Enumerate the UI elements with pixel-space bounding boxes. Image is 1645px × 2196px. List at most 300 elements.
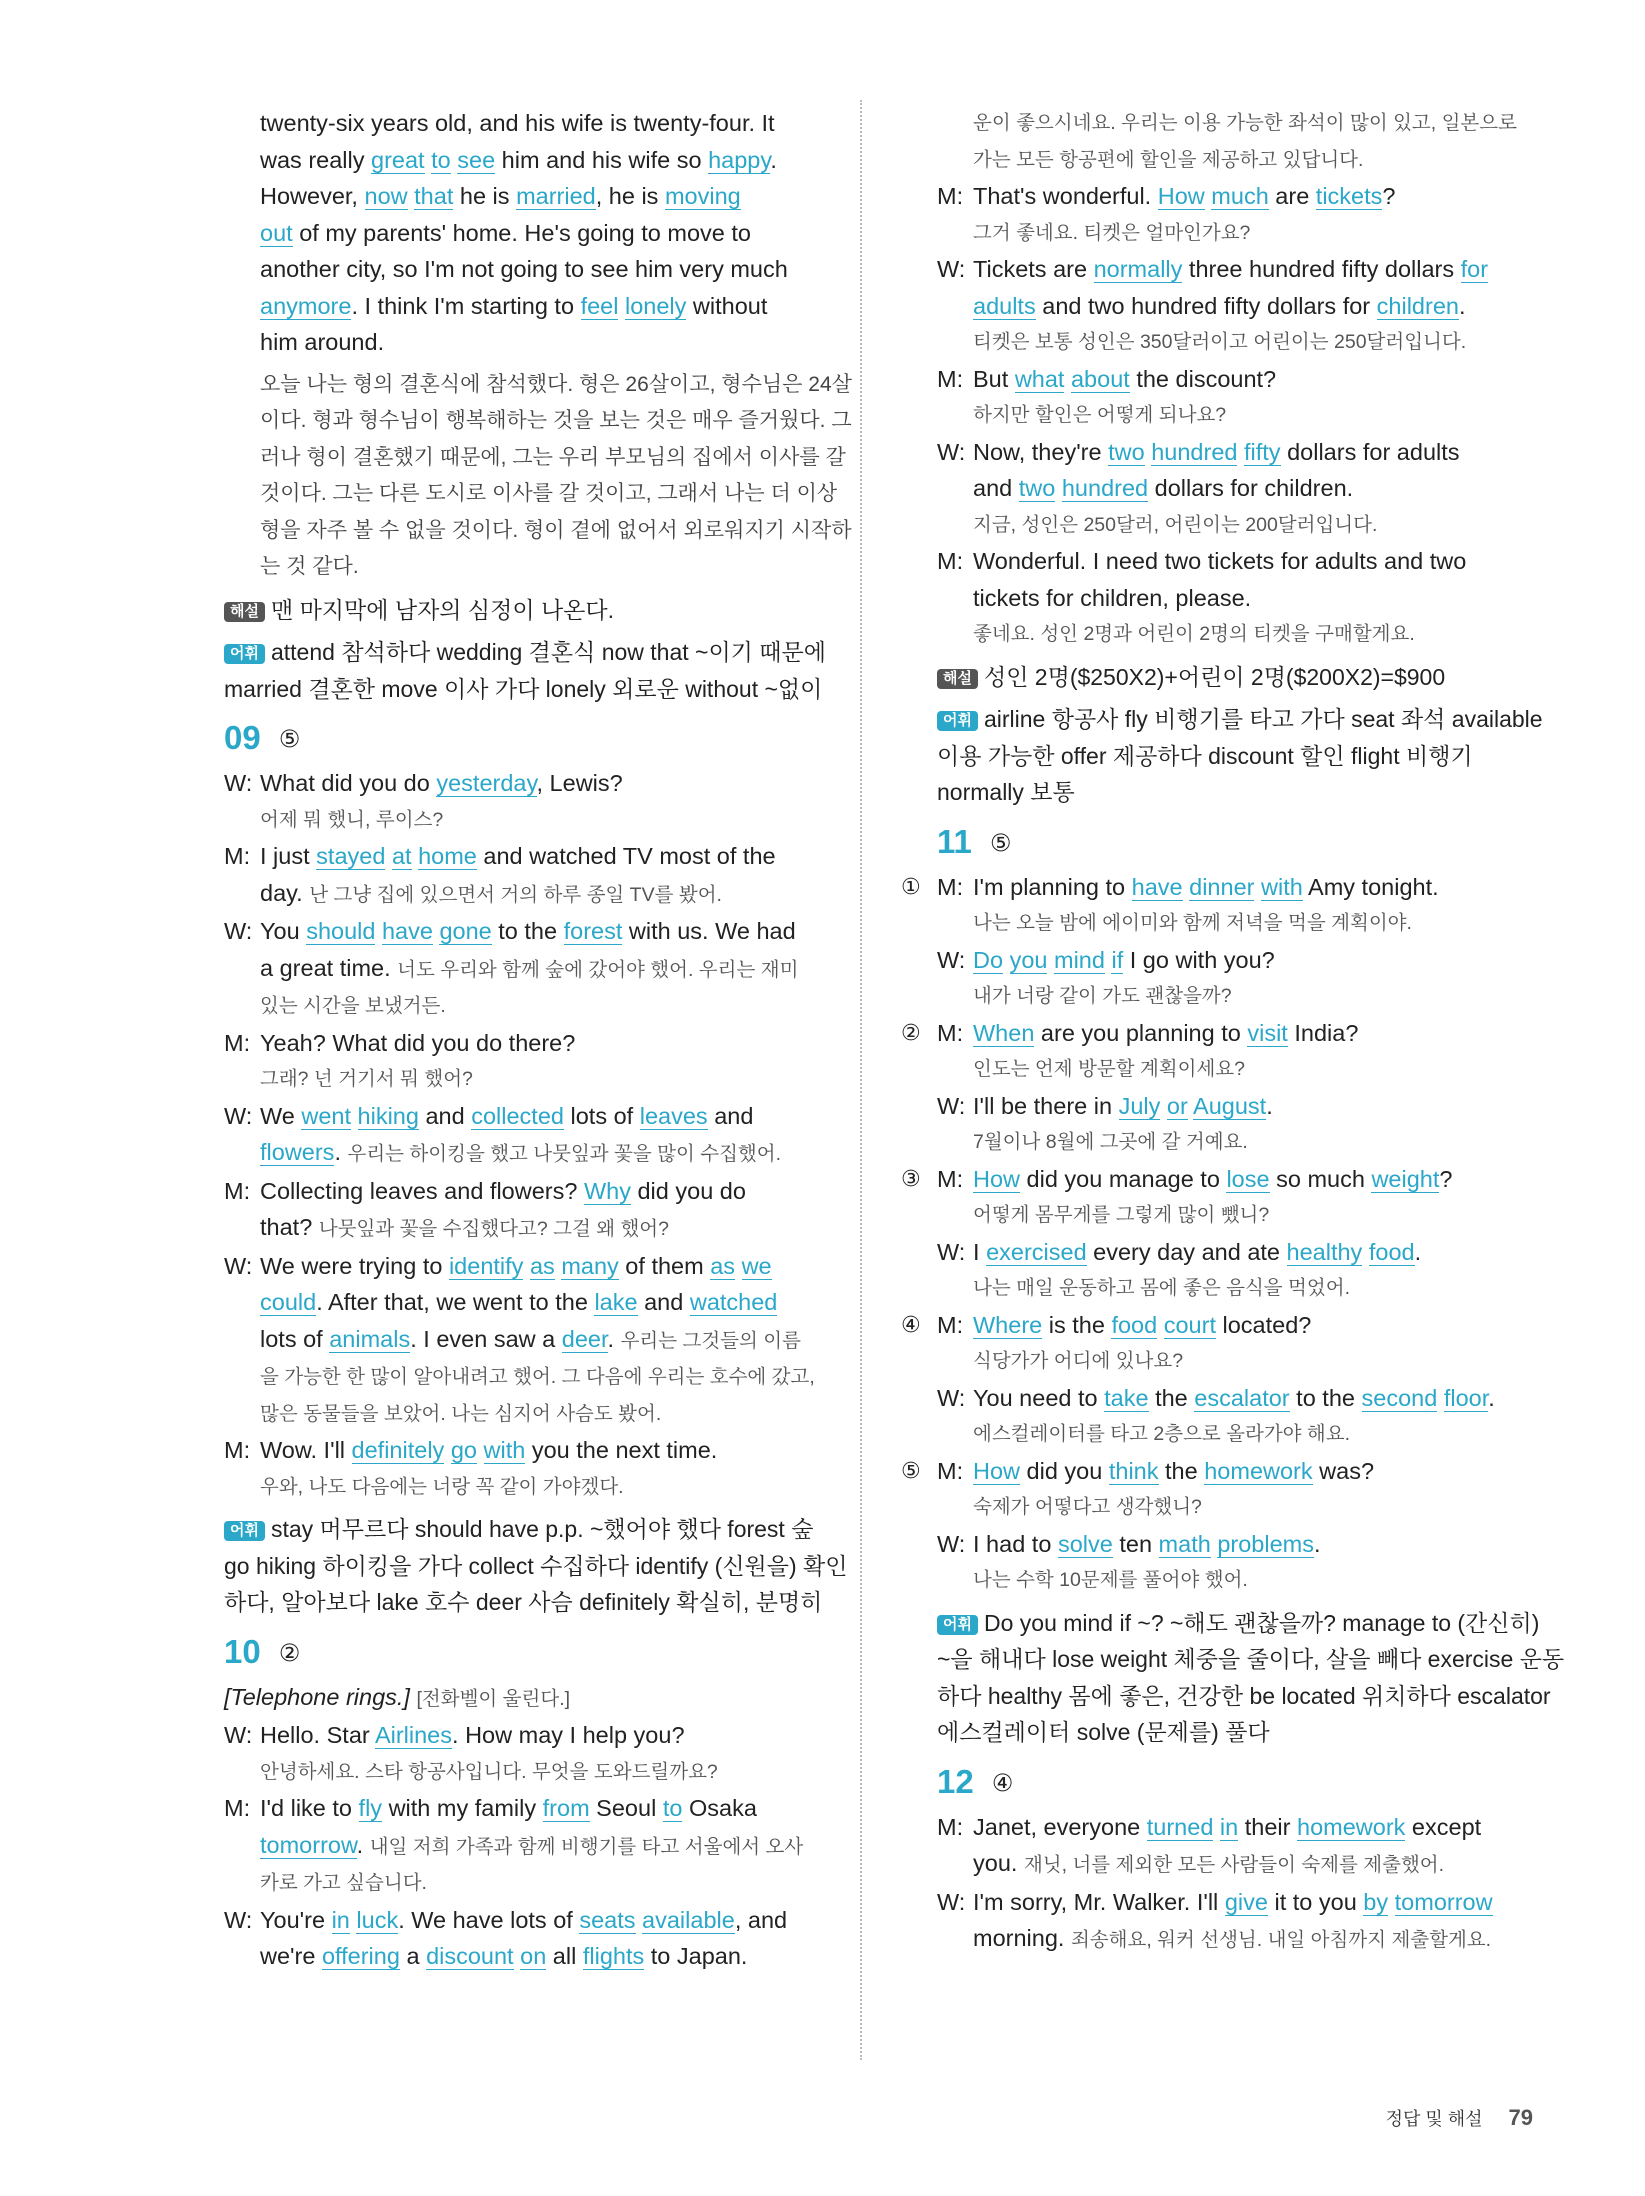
text-span <box>1055 475 1062 501</box>
translation-text: 내일 저희 가족과 함께 비행기를 타고 서울에서 오사 <box>369 1835 804 1858</box>
text-span <box>1388 1889 1395 1915</box>
text-span <box>375 918 382 944</box>
text-line <box>224 367 852 404</box>
blank-answer: home <box>418 843 477 869</box>
text-line <box>224 1584 844 1621</box>
text-span: India? <box>1287 1019 1359 1046</box>
text-span: 그거 좋네요. 티켓은 얼마인가요? <box>973 221 1251 244</box>
text-line <box>937 251 1537 288</box>
text-span: dollars for adults <box>1280 438 1460 465</box>
text-span: are <box>1268 183 1316 209</box>
note-line <box>937 1605 1540 1642</box>
text-line <box>224 1938 844 1975</box>
text-span: attend 참석하다 wedding 결혼식 now that ~이기 때문에 <box>270 639 826 665</box>
blank-answer: court <box>1163 1311 1216 1338</box>
blank-answer: fly <box>358 1795 383 1821</box>
text-span: 성인 2명($250X2)+어린이 2명($200X2)=$900 <box>983 663 1446 690</box>
blank-answer: about <box>1070 365 1130 392</box>
text-span: 는 것 같다. <box>260 555 359 578</box>
text-span: . <box>1313 1530 1321 1557</box>
text-line <box>224 440 844 477</box>
text-span: Amy tonight. <box>1302 873 1439 900</box>
question-header <box>224 713 844 765</box>
text-span: Janet, everyone <box>973 1813 1147 1840</box>
blank-answer: flowers <box>260 1139 335 1165</box>
text-span: You're <box>260 1906 332 1933</box>
text-line <box>937 288 1537 325</box>
text-span: You need to <box>973 1384 1105 1411</box>
text-span: airline 항공사 fly 비행기를 타고 가다 seat 좌석 available <box>983 706 1543 732</box>
text-line <box>937 1343 1537 1380</box>
text-span: that? <box>260 1214 319 1240</box>
text-span: . After that, we went to the <box>316 1289 595 1315</box>
translation-text: 난 그냥 집에 있으면서 거의 하루 종일 TV를 봤어. <box>309 883 722 906</box>
text-line <box>224 1717 844 1754</box>
text-span: ? <box>1439 1165 1453 1192</box>
text-line <box>937 1641 1565 1678</box>
text-span: with us. We had <box>622 918 796 944</box>
blank-answer: weight <box>1371 1165 1440 1192</box>
text-span: is the <box>1042 1311 1112 1338</box>
text-span: and <box>418 1102 472 1129</box>
question-number: 09 <box>224 719 261 756</box>
text-line <box>937 1051 1537 1088</box>
text-span <box>1003 947 1010 973</box>
note-tag: 해설 <box>224 602 265 622</box>
text-span: . <box>1488 1384 1495 1411</box>
blank-answer: available <box>642 1906 735 1933</box>
blank-answer: gone <box>439 918 492 944</box>
text-line <box>937 1088 1537 1125</box>
blank-answer: Do <box>973 946 1004 973</box>
text-span: . I think I'm starting to <box>351 292 581 319</box>
text-span: are you planning to <box>1034 1019 1248 1046</box>
text-span: I just <box>260 843 317 869</box>
blank-answer: as <box>529 1252 555 1279</box>
text-span: I'll be there in <box>973 1092 1119 1119</box>
blank-answer: in <box>331 1906 350 1933</box>
text-span: all <box>546 1943 583 1969</box>
text-span: . <box>1458 292 1466 319</box>
text-line <box>224 1865 844 1902</box>
speaker-label: W: <box>937 256 966 282</box>
text-line <box>224 288 844 325</box>
text-span: 좋네요. 성인 2명과 어린이 2명의 티켓을 구매할게요. <box>973 623 1415 645</box>
blank-answer: When <box>973 1019 1035 1046</box>
blank-answer: Where <box>973 1311 1043 1338</box>
text-line <box>937 142 1537 179</box>
text-line <box>937 105 1537 142</box>
blank-answer: second <box>1361 1384 1438 1411</box>
text-line <box>224 324 844 361</box>
text-line <box>937 543 1537 580</box>
text-span: to the <box>1289 1384 1362 1411</box>
text-span: 형을 자주 볼 수 없을 것이다. 형이 곁에 없어서 외로워지기 시작하 <box>260 518 852 542</box>
text-line <box>937 507 1537 544</box>
text-span: so much <box>1269 1165 1372 1192</box>
blank-answer: lonely <box>624 292 687 319</box>
text-span: twenty-six years old, and his wife is twenty-four. It <box>260 110 775 136</box>
text-span: lots of <box>563 1102 640 1129</box>
text-span: I'm planning to <box>973 873 1132 900</box>
note-tag: 어휘 <box>937 711 978 731</box>
blank-answer: in <box>1219 1813 1239 1840</box>
blank-answer: homework <box>1297 1813 1406 1840</box>
text-span: . How may I help you? <box>452 1722 685 1748</box>
blank-answer: now <box>364 183 408 209</box>
text-span: ten <box>1112 1530 1159 1557</box>
blank-answer: for <box>1460 256 1489 282</box>
text-line <box>937 616 1537 653</box>
text-span: 내가 너랑 같이 가도 괜찮을까? <box>973 985 1232 1007</box>
text-span <box>618 293 625 319</box>
blank-answer: that <box>414 183 454 209</box>
text-span: morning. <box>973 1925 1071 1951</box>
text-span: . We have lots of <box>398 1906 580 1933</box>
text-line <box>937 1197 1537 1234</box>
text-span: did you <box>1020 1457 1109 1484</box>
note-tag: 어휘 <box>937 1615 978 1635</box>
blank-answer: married <box>516 183 596 209</box>
speaker-label: W: <box>224 1722 253 1748</box>
blank-answer: at <box>391 843 412 869</box>
blank-answer: from <box>542 1795 590 1821</box>
text-line <box>224 802 844 839</box>
blank-answer: to <box>662 1795 683 1821</box>
text-line <box>224 1432 844 1469</box>
option-number: ④ <box>901 1311 921 1337</box>
text-line <box>224 142 844 179</box>
note-line <box>224 1511 844 1548</box>
text-line <box>224 549 844 586</box>
text-span: lots of <box>260 1325 330 1352</box>
option-number: ⑤ <box>901 1457 921 1483</box>
text-span: . <box>1414 1238 1422 1265</box>
text-line <box>937 942 1537 979</box>
text-line <box>224 1134 844 1173</box>
blank-answer: discount <box>426 1943 514 1969</box>
text-line <box>224 178 844 215</box>
text-span: and <box>973 475 1019 501</box>
text-span: except <box>1405 1813 1482 1840</box>
text-line <box>224 1790 844 1827</box>
answer-mark: ⑤ <box>989 829 1012 857</box>
text-span: you. <box>973 1850 1024 1876</box>
blank-answer: math <box>1158 1530 1211 1557</box>
text-span: [Telephone rings.] <box>224 1683 410 1710</box>
text-line <box>937 1489 1537 1526</box>
text-line <box>224 1359 844 1396</box>
text-span: another city, so I'm not going to see him very much <box>260 256 788 282</box>
text-line <box>937 580 1537 617</box>
blank-answer: Why <box>583 1177 631 1204</box>
text-line <box>224 1025 844 1062</box>
text-span: 어떻게 몸무게를 그렇게 많이 뺐니? <box>973 1204 1270 1226</box>
text-span: of them <box>618 1252 711 1279</box>
text-span: married 결혼한 move 이사 가다 lonely 외로운 without ~없이 <box>224 675 823 702</box>
speaker-label: M: <box>224 843 251 869</box>
speaker-label: M: <box>937 183 964 209</box>
text-span <box>523 1253 530 1279</box>
speaker-label: M: <box>937 1813 964 1840</box>
speaker-label: M: <box>937 548 964 574</box>
blank-answer: mind <box>1054 946 1105 973</box>
speaker-label: M: <box>224 1437 251 1463</box>
text-span: 에스컬레이터 solve (문제를) 풀다 <box>937 1719 1270 1745</box>
text-span: three hundred fifty dollars <box>1182 256 1461 282</box>
text-span: . <box>356 1831 370 1858</box>
blank-answer: identify <box>448 1252 524 1279</box>
text-span: dollars for children. <box>1148 475 1354 501</box>
blank-answer: forest <box>563 918 623 944</box>
text-line <box>937 1884 1537 1921</box>
text-line <box>937 215 1537 252</box>
text-span: normally 보통 <box>937 779 1075 805</box>
text-span: 이다. 형과 형수님이 행복해하는 것을 보는 것은 매우 즐거웠다. 그 <box>260 409 852 432</box>
text-span: . <box>334 1139 348 1165</box>
text-line <box>937 1270 1537 1307</box>
blank-answer: on <box>520 1943 547 1969</box>
text-span: That's wonderful. <box>973 183 1158 209</box>
blank-answer: go <box>450 1437 477 1463</box>
blank-answer: should <box>306 918 376 944</box>
text-line <box>937 738 1537 775</box>
text-span: Yeah? What did you do there? <box>260 1029 576 1056</box>
text-span: and <box>637 1289 690 1315</box>
blank-answer: give <box>1224 1888 1268 1915</box>
translation-text: 죄송해요, 워커 선생님. 내일 아침까지 제출할게요. <box>1070 1929 1492 1951</box>
text-span: 나는 매일 운동하고 몸에 좋은 음식을 먹었어. <box>973 1277 1350 1299</box>
text-line <box>224 251 844 288</box>
speaker-label: W: <box>937 946 966 973</box>
column-divider <box>860 100 862 2060</box>
blank-answer: moving <box>664 183 741 209</box>
speaker-label: M: <box>937 365 964 392</box>
translation-text: 나뭇잎과 꽃을 수집했다고? 그걸 왜 했어? <box>318 1218 669 1240</box>
text-line <box>937 1714 1537 1751</box>
speaker-label: W: <box>937 438 966 465</box>
translation-text: 우리는 그것들의 이름 <box>620 1329 801 1352</box>
blank-answer: turned <box>1146 1813 1214 1840</box>
right-column <box>901 105 1565 1959</box>
text-span: Now, they're <box>973 438 1109 465</box>
blank-answer: hiking <box>357 1102 419 1129</box>
answer-mark: ⑤ <box>278 726 301 753</box>
text-span <box>1160 1093 1167 1119</box>
text-span: you the next time. <box>525 1437 718 1463</box>
text-line <box>937 1809 1537 1846</box>
translation-text: 재닛, 너를 제외한 모든 사람들이 숙제를 제출했어. <box>1023 1854 1445 1876</box>
speaker-label: M: <box>224 1795 251 1821</box>
text-span <box>351 1103 358 1129</box>
blank-answer: healthy <box>1286 1238 1363 1265</box>
blank-answer: went <box>301 1102 351 1129</box>
text-line <box>937 361 1537 398</box>
speaker-label: W: <box>224 770 253 796</box>
text-span: and two hundred fifty dollars for <box>1035 292 1377 319</box>
text-span: Collecting leaves and flowers? <box>260 1177 584 1204</box>
speaker-label: W: <box>937 1238 966 1265</box>
blank-answer: to <box>431 146 451 173</box>
note-line <box>937 701 1543 738</box>
text-span: ? <box>1382 183 1396 209</box>
text-span: We <box>260 1102 302 1129</box>
text-span: 어제 뭐 했니, 루이스? <box>260 808 444 831</box>
speaker-label: W: <box>224 1252 253 1279</box>
text-line <box>224 1754 844 1791</box>
blank-answer: two <box>1018 475 1056 501</box>
text-line <box>937 1526 1537 1563</box>
blank-answer: or <box>1166 1092 1188 1119</box>
blank-answer: collected <box>471 1102 564 1129</box>
blank-answer: lake <box>594 1289 638 1315</box>
text-line <box>224 1284 844 1321</box>
text-span: 우와, 나도 다음에는 너랑 꼭 같이 가야겠다. <box>260 1475 624 1498</box>
text-span: stay 머무르다 should have p.p. ~했어야 했다 forest 숲 <box>270 1516 814 1542</box>
text-span <box>385 843 392 869</box>
text-line <box>224 1827 844 1866</box>
blank-answer: two <box>1108 438 1145 465</box>
text-span: 가는 모든 항공편에 할인을 제공하고 있답니다. <box>973 148 1364 171</box>
text-line <box>224 1548 848 1585</box>
text-span: 숙제가 어떻다고 생각했니? <box>973 1496 1202 1518</box>
text-span: the <box>1158 1457 1205 1484</box>
blank-answer: if <box>1111 946 1124 973</box>
text-span: their <box>1238 1813 1297 1840</box>
blank-answer: out <box>260 219 293 246</box>
note-line <box>224 592 844 629</box>
text-line <box>937 397 1537 434</box>
text-span: 식당가가 어디에 있나요? <box>973 1350 1184 1372</box>
text-span: What did you do <box>260 770 437 796</box>
note-tag: 해설 <box>937 669 978 689</box>
text-span: day. <box>260 879 310 906</box>
blank-answer: many <box>561 1252 619 1279</box>
blank-answer: Airlines <box>374 1722 453 1748</box>
text-span: was? <box>1312 1457 1375 1484</box>
text-line <box>901 869 1537 906</box>
blank-answer: July <box>1118 1092 1161 1119</box>
text-line <box>224 1321 844 1360</box>
text-span: But <box>973 365 1015 392</box>
text-span: 하다 healthy 몸에 좋은, 건강한 be located 위치하다 escalator <box>937 1682 1551 1709</box>
text-line <box>224 1209 844 1248</box>
text-span: and <box>707 1102 754 1129</box>
blank-answer: homework <box>1204 1457 1313 1484</box>
text-span: Tickets are <box>973 256 1094 282</box>
blank-answer: have <box>381 918 433 944</box>
text-line <box>224 1061 844 1098</box>
text-span: he is <box>453 183 517 209</box>
blank-answer: food <box>1368 1238 1415 1265</box>
text-line <box>224 476 844 513</box>
speaker-label: M: <box>224 1029 251 1056</box>
text-line <box>937 1124 1537 1161</box>
text-span: it to you <box>1267 1888 1364 1915</box>
text-span: However, <box>260 183 365 209</box>
text-span: . <box>770 146 777 173</box>
speaker-label: W: <box>224 1102 253 1129</box>
text-line <box>937 178 1537 215</box>
speaker-label: W: <box>937 1384 966 1411</box>
text-span <box>1437 1385 1444 1411</box>
text-span <box>1064 366 1071 392</box>
blank-answer: much <box>1211 183 1269 209</box>
text-span: a <box>399 1943 427 1969</box>
blank-answer: seats <box>579 1906 636 1933</box>
text-span: without <box>686 292 768 319</box>
text-span: 에스컬레이터를 타고 2층으로 올라가야 해요. <box>973 1423 1350 1445</box>
text-span: Seoul <box>589 1795 663 1821</box>
blank-answer: happy <box>708 146 771 173</box>
blank-answer: what <box>1014 365 1065 392</box>
blank-answer: stayed <box>316 843 386 869</box>
blank-answer: with <box>1261 873 1303 900</box>
text-span: Wonderful. I need two tickets for adults and two <box>973 548 1467 574</box>
text-span: with my family <box>382 1795 543 1821</box>
blank-answer: you <box>1009 946 1048 973</box>
text-span: 하다, 알아보다 lake 호수 deer 사슴 definitely 확실히, 분명히 <box>224 1589 823 1615</box>
note-line <box>937 659 1537 696</box>
text-line <box>901 1307 1537 1344</box>
blank-answer: adults <box>973 292 1036 319</box>
text-line <box>224 1902 844 1939</box>
text-line <box>937 1845 1537 1884</box>
text-line <box>224 403 852 440</box>
blank-answer: dinner <box>1189 873 1255 900</box>
text-span: 이용 가능한 offer 제공하다 discount 할인 flight 비행기 <box>937 742 1473 769</box>
text-span: 러나 형이 결혼했기 때문에, 그는 우리 부모님의 집에서 이사를 갈 <box>260 445 846 469</box>
text-line <box>224 838 844 875</box>
blank-answer: yesterday <box>436 770 537 796</box>
text-span: I'd like to <box>260 1795 359 1821</box>
text-span: him and his wife so <box>495 146 709 173</box>
text-span: 오늘 나는 형의 결혼식에 참석했다. 형은 26살이고, 형수님은 24살 <box>260 372 852 396</box>
blank-answer: tomorrow <box>1394 1888 1493 1915</box>
text-line <box>224 1248 844 1285</box>
text-line <box>937 434 1537 471</box>
blank-answer: tickets <box>1315 183 1383 209</box>
blank-answer: tomorrow <box>260 1831 357 1858</box>
speaker-label: W: <box>937 1888 966 1915</box>
page-number: 79 <box>1508 2105 1533 2130</box>
text-line <box>937 1920 1537 1959</box>
answer-mark: ② <box>278 1639 301 1667</box>
text-line <box>224 950 844 989</box>
text-line <box>937 1678 1551 1715</box>
answer-mark: ④ <box>991 1769 1014 1797</box>
text-span <box>444 1437 451 1463</box>
speaker-label: W: <box>937 1530 966 1557</box>
text-span: 운이 좋으시네요. 우리는 이용 가능한 좌석이 많이 있고, 일본으로 <box>973 112 1517 134</box>
question-header <box>224 1627 844 1679</box>
speaker-label: M: <box>937 873 964 900</box>
text-line <box>937 774 1537 811</box>
text-span: the <box>1148 1384 1195 1411</box>
text-span: Wow. I'll <box>260 1437 352 1463</box>
text-span: I go with you? <box>1123 946 1275 973</box>
text-span: 티켓은 보통 성인은 350달러이고 어린이는 250달러입니다. <box>973 331 1467 353</box>
blank-answer: hundred <box>1061 475 1149 501</box>
translation-text: 우리는 하이킹을 했고 나뭇잎과 꽃을 많이 수집했어. <box>347 1143 782 1165</box>
text-line <box>937 978 1537 1015</box>
blank-answer: normally <box>1093 256 1183 282</box>
speaker-label: W: <box>224 1906 253 1933</box>
text-span: 맨 마지막에 남자의 심정이 나온다. <box>270 596 614 623</box>
text-span: 있는 시간을 보냈거든. <box>260 995 446 1017</box>
text-line <box>901 1453 1537 1490</box>
blank-answer: lose <box>1226 1165 1270 1192</box>
